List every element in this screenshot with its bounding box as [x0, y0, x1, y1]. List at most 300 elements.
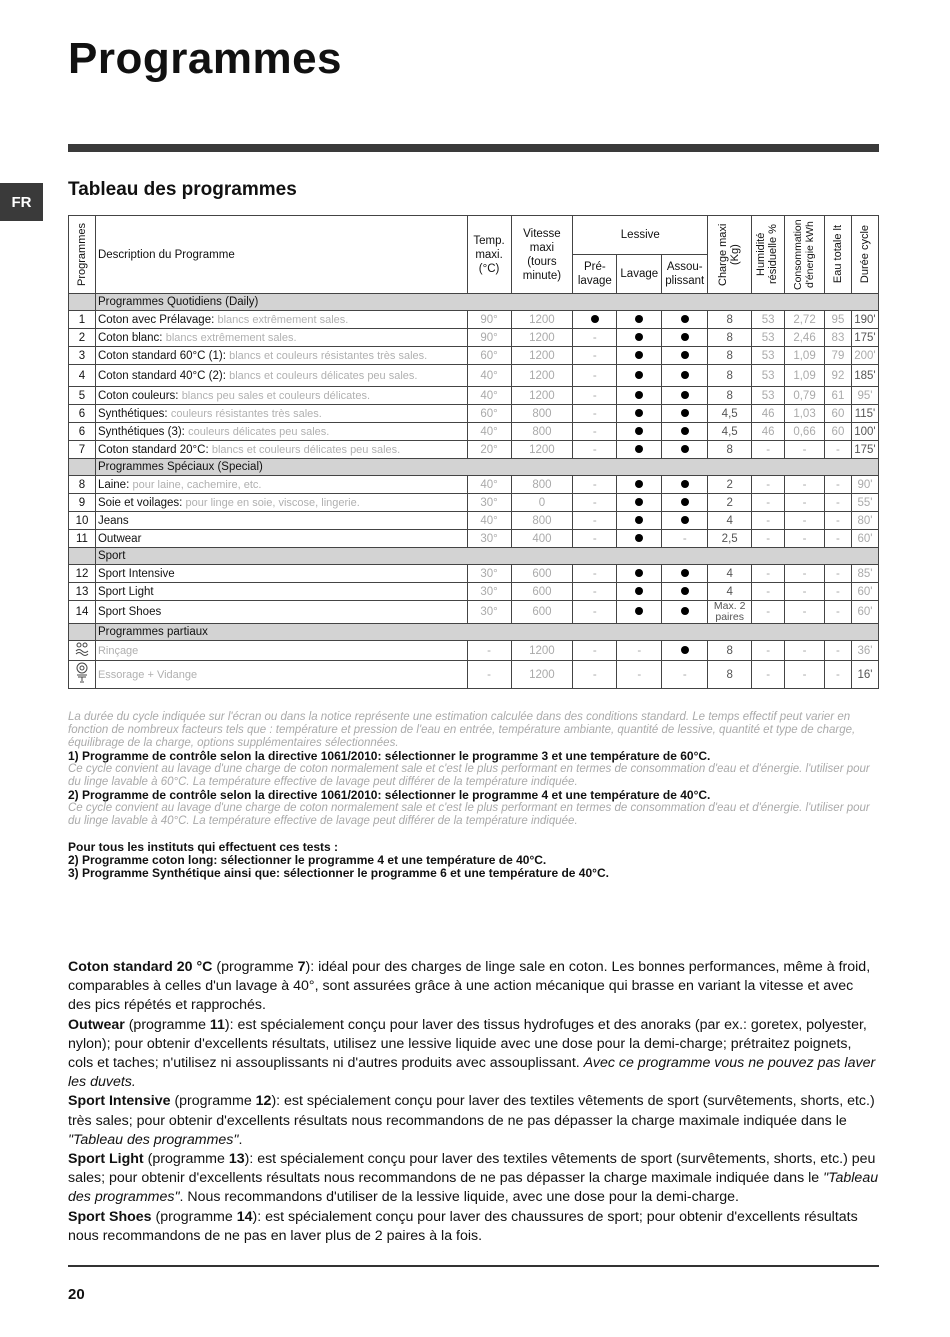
dot-icon	[635, 587, 643, 595]
lavage-cell	[617, 423, 662, 441]
speed-cell-value: 1200	[529, 443, 555, 456]
text: ): est spécialement conçu pour laver des tissus hydrofuges et des anoraks (par ex.: goretex, polyester, nylon); pour obtenir d'excellents résultats, utilisez une lessive liquide avec une dose pour la demi-charge; prétraitez poignets, cols et taches; n'utilisez ni assouplissants ni d'autres produits avec assouplissant.	[68, 1016, 867, 1072]
bold-text: Sport Intensive	[68, 1093, 171, 1110]
water-cell	[825, 387, 852, 405]
water-cell	[825, 347, 852, 365]
programme-paragraph	[68, 1150, 880, 1208]
prelavage-cell-value: -	[592, 606, 597, 618]
prelavage-cell	[573, 347, 617, 365]
humidite-cell-value: -	[766, 585, 771, 598]
energy-cell	[785, 641, 825, 661]
rinse-icon	[69, 641, 96, 661]
energy-cell	[785, 441, 825, 459]
duration-cell-value: 60'	[857, 532, 873, 545]
water-cell-value: -	[836, 443, 840, 456]
water-cell	[825, 512, 852, 530]
speed-cell	[511, 530, 573, 548]
energy-cell-value: -	[802, 668, 807, 681]
programme-description	[95, 311, 467, 329]
prelavage-cell	[573, 311, 617, 329]
prelavage-cell	[573, 530, 617, 548]
programme-detail: Rinçage	[97, 644, 139, 657]
section-label: Programmes partiaux	[95, 624, 878, 641]
programme-number: 13	[69, 583, 96, 601]
humidite-cell-value: -	[766, 567, 771, 580]
humidite-cell	[752, 329, 785, 347]
speed-cell-value: 400	[532, 532, 552, 545]
programme-name: Coton standard 60°C (1):	[97, 349, 226, 362]
programme-name: Outwear	[97, 532, 142, 545]
dot-icon	[681, 409, 689, 417]
section-row	[69, 548, 879, 565]
prelavage-cell-value: -	[592, 407, 597, 420]
lavage-cell	[617, 530, 662, 548]
programme-description	[95, 405, 467, 423]
duration-cell-value: 16'	[857, 668, 873, 681]
charge-cell	[708, 476, 752, 494]
speed-cell-value: 1200	[529, 644, 555, 657]
water-cell-value: 95	[831, 313, 845, 326]
table-row	[69, 494, 879, 512]
humidite-cell-value: -	[766, 532, 771, 545]
text: (programme	[212, 959, 298, 975]
temp-cell-value: 40°	[480, 514, 498, 527]
energy-cell-value: -	[802, 443, 807, 456]
programme-name: Coton standard 20°C:	[97, 443, 209, 456]
humidite-cell	[752, 347, 785, 365]
speed-cell	[511, 329, 573, 347]
charge-cell	[708, 387, 752, 405]
dot-icon	[681, 315, 689, 323]
table-row	[69, 565, 879, 583]
energy-cell-value: 0,66	[793, 425, 816, 438]
bold-text: 14	[236, 1208, 253, 1225]
assouplissant-cell	[662, 494, 708, 512]
humidite-cell-value: -	[766, 644, 771, 657]
energy-cell-value: 2,72	[793, 313, 816, 326]
prelavage-cell	[573, 423, 617, 441]
energy-cell-value: -	[802, 606, 807, 618]
dot-icon	[635, 427, 643, 435]
prelavage-cell-value: -	[592, 496, 597, 509]
header-programmes: Programmes	[69, 216, 96, 294]
prelavage-cell-value: -	[592, 514, 597, 527]
lavage-cell	[617, 405, 662, 423]
programme-paragraph	[68, 1092, 880, 1150]
header-description: Description du Programme	[95, 216, 467, 294]
lavage-cell	[617, 641, 662, 661]
dot-icon	[635, 498, 643, 506]
programme-number: 4	[69, 365, 96, 387]
assouplissant-cell-value: -	[682, 532, 687, 545]
duration-cell	[851, 494, 878, 512]
dot-icon	[681, 391, 689, 399]
prelavage-cell-value: -	[592, 369, 597, 382]
temp-cell	[467, 423, 511, 441]
lavage-cell	[617, 347, 662, 365]
water-cell-value: -	[836, 644, 840, 657]
water-cell-value: -	[836, 585, 840, 598]
lavage-cell	[617, 583, 662, 601]
charge-cell	[708, 405, 752, 423]
charge-cell-value: 8	[726, 313, 733, 326]
speed-cell-value: 600	[532, 585, 552, 598]
temp-cell	[467, 329, 511, 347]
water-cell	[825, 494, 852, 512]
speed-cell-value: 1200	[529, 369, 555, 382]
dot-icon	[681, 427, 689, 435]
prelavage-cell	[573, 405, 617, 423]
temp-cell	[467, 661, 511, 689]
humidite-cell-value: 46	[761, 407, 775, 420]
duration-cell-value: 90'	[857, 478, 873, 491]
programme-description	[95, 494, 467, 512]
dot-icon	[681, 516, 689, 524]
dot-icon	[635, 351, 643, 359]
temp-cell	[467, 405, 511, 423]
duration-cell	[851, 583, 878, 601]
programme-name: Synthétiques:	[97, 407, 168, 420]
charge-cell-value: 2	[726, 478, 733, 491]
bold-text: 11	[209, 1016, 225, 1033]
section-label: Programmes Quotidiens (Daily)	[95, 294, 878, 311]
energy-cell	[785, 476, 825, 494]
table-row	[69, 365, 879, 387]
programme-detail: pour linge en soie, viscose, lingerie.	[185, 496, 360, 509]
divider	[68, 1265, 879, 1267]
charge-cell-value: 4	[726, 567, 733, 580]
cycle-duration-note: La durée du cycle indiquée sur l'écran ou dans la notice représente une estimation calculée dans des conditions standard. Le temps effectif peut varier en fonction de nombreux facteurs tels que : température et pression de l'eau en entrée, température ambiante, quantité de lessive, quantité et type de charge, équilibrage de la charge, options supplémentaires sélectionnées.	[68, 711, 856, 749]
temp-cell-value: 30°	[480, 496, 498, 509]
energy-cell	[785, 494, 825, 512]
charge-cell	[708, 347, 752, 365]
speed-cell	[511, 405, 573, 423]
temp-cell-value: 90°	[480, 331, 498, 344]
humidite-cell-value: 53	[761, 331, 775, 344]
lavage-cell	[617, 329, 662, 347]
water-cell	[825, 329, 852, 347]
water-cell-value: -	[836, 567, 840, 580]
energy-cell	[785, 311, 825, 329]
table-row	[69, 583, 879, 601]
humidite-cell-value: 53	[761, 369, 775, 382]
humidite-cell	[752, 583, 785, 601]
programme-description	[95, 329, 467, 347]
programme-description	[95, 583, 467, 601]
programme-name: Sport Intensive	[97, 567, 175, 580]
energy-cell	[785, 661, 825, 689]
humidite-cell	[752, 494, 785, 512]
duration-cell	[851, 387, 878, 405]
duration-cell	[851, 311, 878, 329]
temp-cell	[467, 441, 511, 459]
table-row	[69, 661, 879, 689]
energy-cell-value: -	[802, 644, 807, 657]
prelavage-cell	[573, 494, 617, 512]
water-cell	[825, 476, 852, 494]
temp-cell	[467, 641, 511, 661]
programme-description	[95, 387, 467, 405]
charge-cell-value: 4	[726, 585, 733, 598]
dot-icon	[635, 391, 643, 399]
note-1-text: Ce cycle convient au lavage d'une charge de coton normalement sale et c'est le plus performant en termes de consommation d'eau et d'énergie. l'utiliser pour du linge lavable à 60°C. La température effective de lavage peut différer de la température indiquée.	[68, 763, 870, 788]
water-cell	[825, 641, 852, 661]
prelavage-cell-value: -	[592, 532, 597, 545]
prelavage-cell	[573, 329, 617, 347]
assouplissant-cell	[662, 423, 708, 441]
speed-cell	[511, 494, 573, 512]
programmes-table	[68, 215, 879, 689]
header-prelavage: Pré-lavage	[573, 255, 617, 294]
programme-description	[95, 565, 467, 583]
humidite-cell	[752, 565, 785, 583]
prelavage-cell-value: -	[592, 349, 597, 362]
lavage-cell-value: -	[637, 644, 642, 657]
assouplissant-cell	[662, 311, 708, 329]
programme-description	[95, 601, 467, 624]
programme-number: 2	[69, 329, 96, 347]
programme-paragraph	[68, 958, 880, 1016]
humidite-cell-value: -	[766, 606, 771, 618]
table-row	[69, 476, 879, 494]
prelavage-cell	[573, 583, 617, 601]
programme-number: 5	[69, 387, 96, 405]
programme-name: Coton avec Prélavage:	[97, 313, 215, 326]
text: ): est spécialement conçu pour laver des chaussures de sport; pour obtenir d'excellents résultats nous recommandons de ne pas en laver plus de 2 paires à la fois.	[68, 1208, 858, 1244]
speed-cell-value: 600	[532, 606, 552, 618]
speed-cell-value: 1200	[529, 389, 555, 402]
temp-cell-value: 30°	[480, 532, 498, 545]
bold-text: Sport Shoes	[68, 1208, 152, 1225]
water-cell-value: -	[836, 478, 840, 491]
duration-cell	[851, 661, 878, 689]
water-cell-value: -	[836, 606, 840, 618]
charge-cell-value: 2	[726, 496, 733, 509]
duration-cell	[851, 329, 878, 347]
dot-icon	[591, 315, 599, 323]
table-row	[69, 441, 879, 459]
speed-cell	[511, 661, 573, 689]
charge-cell	[708, 601, 752, 624]
energy-cell-value: 1,09	[793, 349, 816, 362]
table-row	[69, 329, 879, 347]
speed-cell-value: 800	[532, 514, 552, 527]
speed-cell-value: 800	[532, 425, 552, 438]
programme-detail: pour laine, cachemire, etc.	[132, 478, 262, 491]
dot-icon	[635, 445, 643, 453]
note-2-text: Ce cycle convient au lavage d'une charge de coton normalement sale et c'est le plus performant en termes de consommation d'eau et d'énergie. l'utiliser pour du linge lavable à 40°C. La température effective de lavage peut différer de la température indiquée.	[68, 802, 870, 827]
programme-number: 12	[69, 565, 96, 583]
water-cell	[825, 365, 852, 387]
dot-icon	[635, 409, 643, 417]
test-2: 2) Programme coton long: sélectionner le programme 4 et une température de 40°C.	[68, 853, 547, 867]
energy-cell	[785, 423, 825, 441]
page-title: Programmes	[68, 34, 343, 83]
table-row	[69, 641, 879, 661]
prelavage-cell-value: -	[592, 389, 597, 402]
prelavage-cell	[573, 661, 617, 689]
duration-cell-value: 200'	[854, 349, 876, 362]
temp-cell-value: 40°	[480, 425, 498, 438]
temp-cell-value: 40°	[480, 389, 498, 402]
dot-icon	[635, 480, 643, 488]
duration-cell	[851, 601, 878, 624]
dot-icon	[635, 516, 643, 524]
duration-cell	[851, 512, 878, 530]
assouplissant-cell	[662, 441, 708, 459]
text: (programme	[143, 1151, 229, 1168]
table-row	[69, 387, 879, 405]
water-cell-value: 83	[831, 331, 845, 344]
programme-description	[95, 441, 467, 459]
assouplissant-cell	[662, 476, 708, 494]
programme-descriptions	[68, 958, 880, 1246]
charge-cell-value: 8	[726, 443, 733, 456]
prelavage-cell	[573, 641, 617, 661]
bold-text: 13	[228, 1151, 245, 1168]
prelavage-cell-value: -	[592, 478, 597, 491]
energy-cell	[785, 583, 825, 601]
programme-description	[95, 476, 467, 494]
humidite-cell-value: -	[766, 668, 771, 681]
header-lessive: Lessive	[573, 216, 708, 255]
speed-cell	[511, 441, 573, 459]
charge-cell	[708, 329, 752, 347]
energy-cell	[785, 365, 825, 387]
water-cell-value: 92	[831, 369, 845, 382]
water-cell-value: 60	[831, 425, 845, 438]
energy-cell	[785, 387, 825, 405]
prelavage-cell-value: -	[592, 331, 597, 344]
text: ): est spécialement conçu pour laver des textiles vêtements de sport (survêtements, shorts, etc.) très sales; pour obtenir d'excellents résultats nous recommandons de ne pas dépasser la charge maximale indiquée dans le	[68, 1093, 875, 1129]
water-cell	[825, 423, 852, 441]
assouplissant-cell	[662, 661, 708, 689]
section-spacer	[69, 624, 96, 641]
humidite-cell-value: 46	[761, 425, 775, 438]
programme-detail: blancs et couleurs résistantes très sales.	[229, 349, 428, 362]
text: "Tableau des programmes"	[68, 1170, 879, 1206]
lavage-cell	[617, 512, 662, 530]
energy-cell	[785, 601, 825, 624]
water-cell-value: -	[836, 532, 840, 545]
temp-cell-value: 30°	[480, 585, 498, 598]
charge-cell	[708, 661, 752, 689]
energy-cell	[785, 512, 825, 530]
programme-name: Coton couleurs:	[97, 389, 179, 402]
speed-cell	[511, 583, 573, 601]
humidite-cell	[752, 641, 785, 661]
humidite-cell	[752, 365, 785, 387]
lavage-cell	[617, 387, 662, 405]
temp-cell-value: 60°	[480, 407, 498, 420]
programme-number: 9	[69, 494, 96, 512]
speed-cell-value: 800	[532, 478, 552, 491]
humidite-cell	[752, 601, 785, 624]
header-humidite: Humidité résiduelle %	[752, 216, 785, 294]
speed-cell	[511, 476, 573, 494]
speed-cell	[511, 601, 573, 624]
prelavage-cell	[573, 387, 617, 405]
duration-cell-value: 60'	[857, 585, 873, 598]
energy-cell	[785, 347, 825, 365]
bold-text: 12	[255, 1093, 272, 1110]
temp-cell	[467, 494, 511, 512]
language-tab: FR	[0, 183, 43, 221]
programme-detail: blancs extrêmement sales.	[217, 313, 349, 326]
programme-number: 1	[69, 311, 96, 329]
prelavage-cell	[573, 476, 617, 494]
dot-icon	[635, 607, 643, 615]
energy-cell-value: -	[802, 585, 807, 598]
programme-description	[95, 347, 467, 365]
temp-cell	[467, 347, 511, 365]
temp-cell	[467, 583, 511, 601]
duration-cell-value: 85'	[857, 567, 873, 580]
humidite-cell-value: -	[766, 478, 771, 491]
programme-number: 11	[69, 530, 96, 548]
duration-cell-value: 185'	[854, 369, 876, 382]
water-cell	[825, 565, 852, 583]
dot-icon	[681, 333, 689, 341]
programme-description	[95, 365, 467, 387]
humidite-cell-value: -	[766, 514, 771, 527]
energy-cell-value: -	[802, 514, 807, 527]
prelavage-cell-value: -	[592, 443, 597, 456]
charge-cell-value: 8	[726, 349, 733, 362]
charge-cell	[708, 530, 752, 548]
duration-cell-value: 115'	[854, 407, 876, 420]
table-row	[69, 512, 879, 530]
programme-name: Coton blanc:	[97, 331, 163, 344]
water-cell-value: -	[836, 668, 840, 681]
programme-name: Laine:	[97, 478, 130, 491]
duration-cell-value: 95'	[857, 389, 873, 402]
lavage-cell	[617, 476, 662, 494]
charge-cell-value: 4,5	[721, 425, 738, 438]
humidite-cell-value: 53	[761, 349, 775, 362]
dot-icon	[681, 607, 689, 615]
energy-cell	[785, 405, 825, 423]
water-cell-value: 60	[831, 407, 845, 420]
duration-cell	[851, 641, 878, 661]
prelavage-cell	[573, 441, 617, 459]
programme-description	[95, 661, 467, 689]
temp-cell-value: 30°	[480, 567, 498, 580]
duration-cell-value: 36'	[857, 644, 873, 657]
assouplissant-cell	[662, 583, 708, 601]
programme-number: 8	[69, 476, 96, 494]
temp-cell	[467, 365, 511, 387]
duration-cell	[851, 423, 878, 441]
speed-cell	[511, 641, 573, 661]
dot-icon	[635, 333, 643, 341]
charge-cell-value: 2,5	[721, 532, 738, 545]
assouplissant-cell	[662, 641, 708, 661]
duration-cell	[851, 441, 878, 459]
programme-detail: Essorage + Vidange	[97, 668, 198, 681]
lavage-cell-value: -	[637, 668, 642, 681]
speed-cell	[511, 512, 573, 530]
section-spacer	[69, 294, 96, 311]
programme-detail: blancs et couleurs délicates peu sales.	[211, 443, 401, 456]
header-eau: Eau totale lt	[825, 216, 852, 294]
prelavage-cell	[573, 365, 617, 387]
programme-description	[95, 512, 467, 530]
humidite-cell	[752, 405, 785, 423]
charge-cell	[708, 565, 752, 583]
energy-cell	[785, 329, 825, 347]
table-row	[69, 601, 879, 624]
